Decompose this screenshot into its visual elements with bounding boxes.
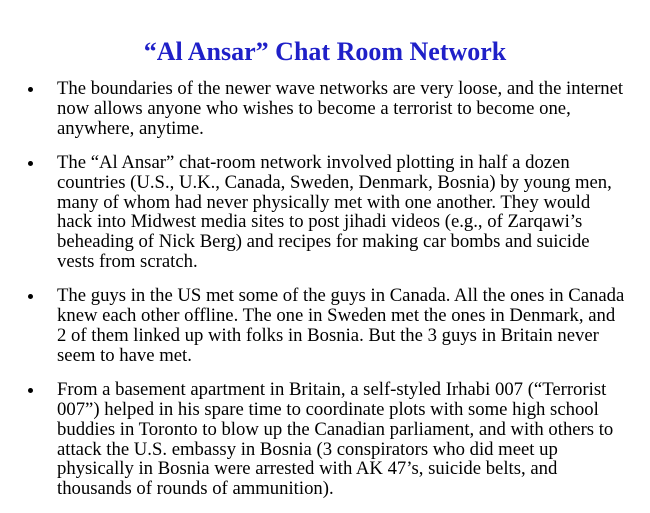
bullet-text: From a basement apartment in Britain, a self-styled Irhabi 007 (“Terrorist 007”) helped in his spare time to coordinate plots with some high school buddies in Toronto to blow up the Canadian parliament, and with others to attack the U.S. embassy in Bosnia (3 conspirators who did meet up physically in Bosnia were arrested with AK 47’s, suicide belts, and thousands of rounds of ammunition). bbox=[57, 378, 614, 500]
round-bullet-icon bbox=[28, 294, 33, 299]
round-bullet-icon bbox=[28, 87, 33, 92]
round-bullet-icon bbox=[28, 161, 33, 166]
bullet-text: The boundaries of the newer wave networks are very loose, and the internet now allows anyone who wishes to become a terrorist to become one, anywhere, anytime. bbox=[57, 78, 624, 139]
slide-title: “Al Ansar” Chat Room Network bbox=[143, 37, 507, 66]
bullet-item bbox=[28, 380, 628, 499]
bullet-item bbox=[28, 153, 628, 272]
round-bullet-icon bbox=[28, 388, 33, 393]
bullet-text: The guys in the US met some of the guys in Canada. All the ones in Canada knew each other offline. The one in Sweden met the ones in Denmark, and 2 of them linked up with folks in Bosnia. But the 3 guys in Britain never seem to have met. bbox=[57, 285, 625, 366]
bullet-item bbox=[28, 286, 628, 366]
bullet-item bbox=[28, 79, 628, 139]
bullet-text: The “Al Ansar” chat-room network involved plotting in half a dozen countries (U.S., U.K., Canada, Sweden, Denmark, Bosnia) by young men, many of whom had never physically met with one another. They would hack into Midwest media sites to post jihadi videos (e.g., of Zarqawi’s beheading of Nick Berg) and recipes for making car bombs and suicide vests from scratch. bbox=[57, 151, 612, 273]
bullet-list bbox=[28, 79, 628, 513]
